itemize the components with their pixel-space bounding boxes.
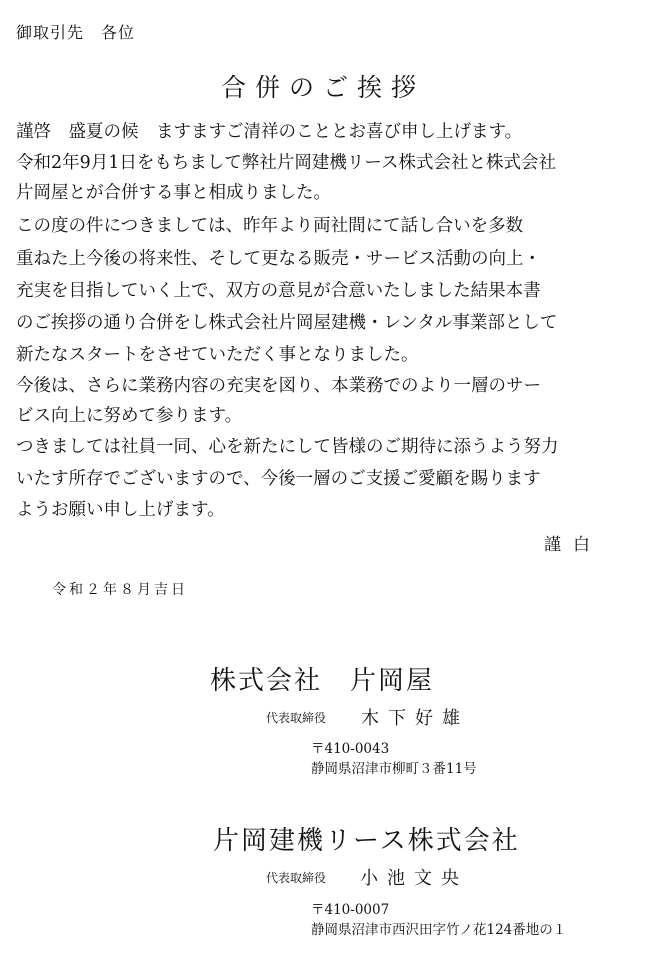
body-line: 新たなスタートをさせていただく事となりました。 [16,345,419,365]
representative-name: 小池文央 [360,868,468,889]
body-line: 謹啓 盛夏の候 ますますご清祥のこととお喜び申し上げます。 [16,122,523,142]
body-line: この度の件につきましては、昨年より両社間にて話し合いを多数 [16,216,524,236]
letter-date: 令和２年８月吉日 [52,582,188,598]
body-line: のご挨拶の通り合併をし株式会社片岡屋建機・レンタル事業部として [16,313,558,333]
body-line: 充実を目指していく上で、双方の意見が合意いたしました結果本書 [16,281,541,301]
document-title: 合併のご挨拶 [220,73,425,102]
body-line: 令和2年9月1日をもちまして弊社片岡建機リース株式会社と株式会社 [16,153,557,173]
postal-code: 〒410-0043 [311,741,390,757]
body-line: ようお願い申し上げます。 [16,500,225,520]
body-line: 今後は、さらに業務内容の充実を図り、本業務でのより一層のサー [16,376,541,396]
body-line: ビス向上に努めて参ります。 [16,406,243,426]
representative-name: 木下好雄 [361,708,469,729]
postal-code: 〒410-0007 [311,902,390,918]
company-name: 株式会社 片岡屋 [210,666,435,696]
address: 静岡県沼津市柳町３番11号 [311,761,477,777]
closing-remark: 謹白 [544,535,602,555]
body-line: 重ねた上今後の将来性、そして更なる販売・サービス活動の向上・ [16,249,541,269]
body-line: 片岡屋とが合併する事と相成りました。 [16,183,331,203]
address: 静岡県沼津市西沢田字竹ノ花124番地の１ [311,922,567,938]
representative-role: 代表取締役 [266,871,327,885]
representative-role: 代表取締役 [266,711,327,725]
body-line: つきましては社員一同、心を新たにして皆様のご期待に添うよう努力 [16,437,559,457]
company-name: 片岡建機リース株式会社 [213,826,520,856]
addressee: 御取引先 各位 [16,23,136,42]
body-line: いたす所存でございますので、今後一層のご支援ご愛顧を賜ります [16,469,541,489]
